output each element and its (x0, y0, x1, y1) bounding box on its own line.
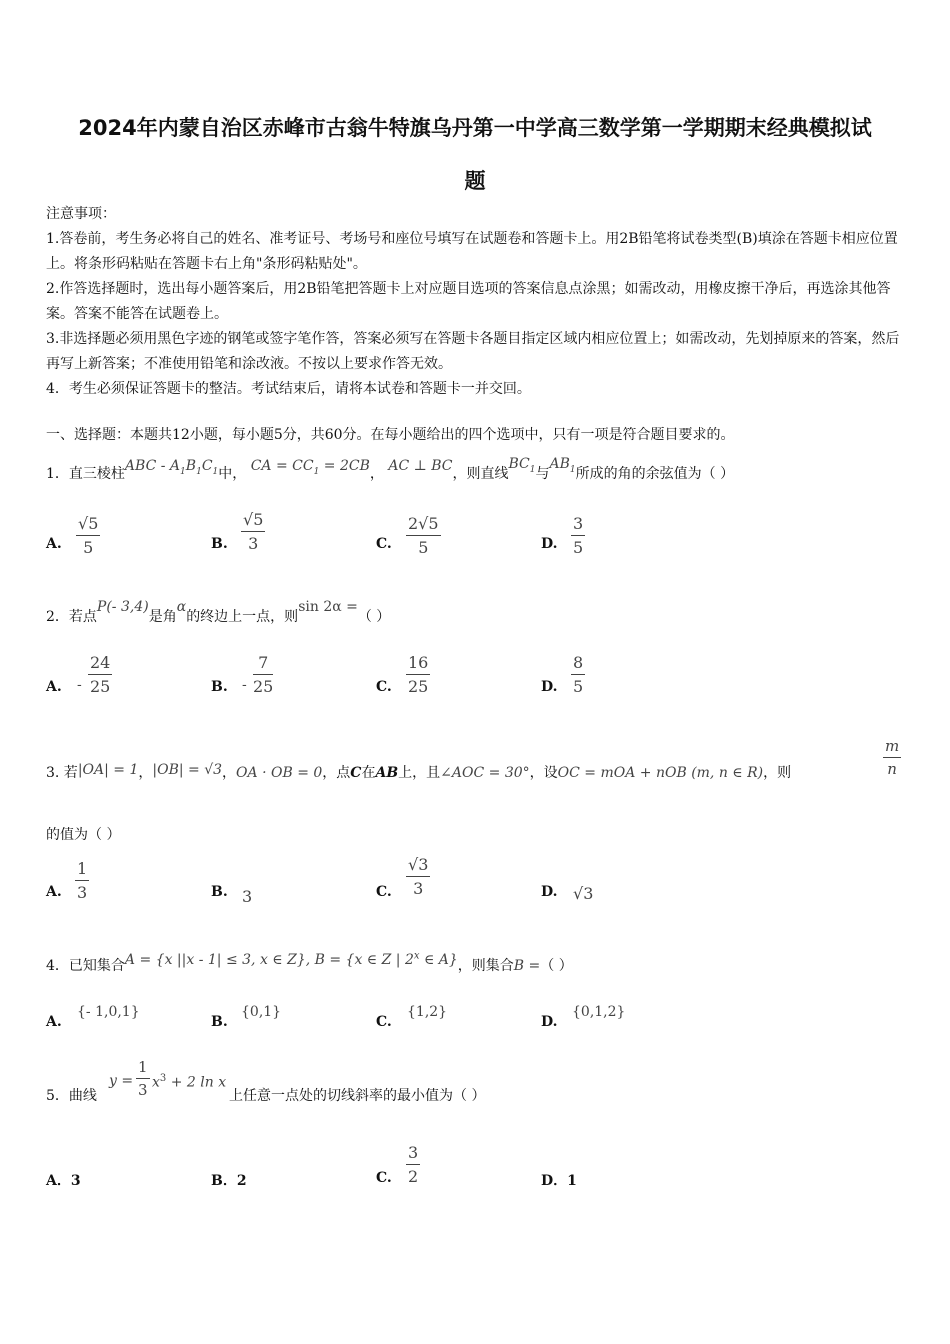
note-item: 3.非选择题必须用黑色字迹的钢笔或签字笔作答，答案必须写在答题卡各题目指定区域内相应位置上；如需改动，先划掉原来的答案，然后再写上新答案；不准使用铅笔和涂改液。不按以上要求作答无效。 (46, 331, 900, 372)
q3-option-c-fraction: √3 3 (408, 855, 429, 898)
question-4-stem: 4．已知集合A = {x ||x - 1| ≤ 3, x ∈ Z}, B = {x ∈ Z | 2$^x$ ∈ A}，则集合B =（ ） (46, 950, 573, 974)
q4-option-a-value: {- 1,0,1} (77, 1004, 140, 1020)
note-item: 2.作答选择题时，选出每小题答案后，用2B铅笔把答题卡上对应题目选项的答案信息点涂黑；如需改动，用橡皮擦干净后，再选涂其他答案。答案不能答在试题卷上。 (46, 281, 891, 322)
q5-formula-rest: $x^3 + 2$ ln x (152, 1073, 227, 1091)
q4-option-c-label[interactable]: C. (376, 1014, 392, 1030)
q2-option-b-label[interactable]: B. (211, 679, 228, 695)
q3-option-c-label[interactable]: C. (376, 884, 392, 900)
q2-option-c-label[interactable]: C. (376, 679, 392, 695)
q1-option-c-fraction: 2√5 5 (408, 514, 439, 557)
q2-option-a-sign: - (77, 677, 82, 693)
q1-option-b-label[interactable]: B. (211, 536, 228, 552)
q3-option-a-label[interactable]: A. (46, 884, 62, 900)
q4-option-c-value: {1,2} (407, 1004, 448, 1020)
q2-option-a-label[interactable]: A. (46, 679, 62, 695)
q4-option-b-label[interactable]: B. (211, 1014, 228, 1030)
section-heading: 一、选择题：本题共12小题，每小题5分，共60分。在每小题给出的四个选项中，只有一项是符合题目要求的。 (46, 427, 735, 443)
question-5-stem-start: 5．曲线 (46, 1088, 97, 1104)
q4-option-d-value: {0,1,2} (572, 1004, 626, 1020)
question-5-stem-end: 上任意一点处的切线斜率的最小值为（ ） (229, 1088, 486, 1104)
q2-option-d-fraction: 8 5 (573, 653, 584, 696)
q1-option-b-fraction: √5 3 (243, 510, 264, 553)
question-3-stem: 3. 若|OA| = 1，|OB| = √3，OA · OB = 0，点C在AB上，且∠AOC = 30°，设OC = mOA + nOB (m, n ∈ R)，则 (46, 762, 792, 781)
question-2-stem: 2．若点P(- 3,4)是角α的终边上一点，则sin 2α =（ ） (46, 599, 391, 625)
q5-option-c-fraction: 3 2 (408, 1143, 419, 1186)
q3-option-d-value: √3 (573, 884, 594, 903)
q4-option-d-label[interactable]: D. (541, 1014, 558, 1030)
q2-option-b-fraction: 7 25 (253, 653, 274, 696)
q3-option-b-label[interactable]: B. (211, 884, 228, 900)
q1-option-a-fraction: √5 5 (78, 514, 99, 557)
q1-option-c-label[interactable]: C. (376, 536, 392, 552)
question-3-stem-line2: 的值为（ ） (46, 827, 121, 843)
q1-option-d-label[interactable]: D. (541, 536, 558, 552)
q2-option-d-label[interactable]: D. (541, 679, 558, 695)
q5-formula-y: y = (109, 1073, 134, 1089)
question-1-stem: 1．直三棱柱ABC - $A_1B_1C_1$中， CA = $CC_1 = 2CB$， AC ⊥ BC，则直线$BC_1$与$AB_1$所成的角的余弦值为（ ） (46, 456, 735, 482)
note-item: 1.答卷前，考生务必将自己的姓名、准考证号、考场号和座位号填写在试题卷和答题卡上。用2B铅笔将试卷类型(B)填涂在答题卡相应位置上。将条形码粘贴在答题卡右上角"条形码粘贴处"。 (46, 231, 898, 272)
q2-option-a-fraction: 24 25 (90, 653, 111, 696)
q1-option-a-label[interactable]: A. (46, 536, 62, 552)
notes-block (46, 202, 908, 402)
q4-option-a-label[interactable]: A. (46, 1014, 62, 1030)
q3-option-a-fraction: 1 3 (77, 859, 88, 902)
q5-option-d[interactable]: D．1 (541, 1173, 577, 1189)
exam-title-line2: 题 (464, 169, 486, 193)
notes-heading: 注意事项： (46, 206, 116, 222)
q2-option-c-fraction: 16 25 (408, 653, 429, 696)
q5-formula-fraction: 1 3 (138, 1058, 148, 1099)
q3-option-b-value: 3 (242, 887, 253, 906)
q3-m-over-n-fraction: m n (885, 737, 900, 778)
q1-option-d-fraction: 3 5 (573, 514, 584, 557)
q5-option-c-label[interactable]: C. (376, 1170, 392, 1186)
q3-option-d-label[interactable]: D. (541, 884, 558, 900)
q4-option-b-value: {0,1} (241, 1004, 282, 1020)
q5-option-b[interactable]: B．2 (211, 1173, 247, 1189)
note-item: 4．考生必须保证答题卡的整洁。考试结束后，请将本试卷和答题卡一并交回。 (46, 381, 531, 397)
exam-title-line1: 2024年内蒙自治区赤峰市古翁牛特旗乌丹第一中学高三数学第一学期期末经典模拟试 (78, 116, 872, 140)
q2-option-b-sign: - (242, 677, 247, 693)
q5-option-a[interactable]: A．3 (46, 1173, 81, 1189)
